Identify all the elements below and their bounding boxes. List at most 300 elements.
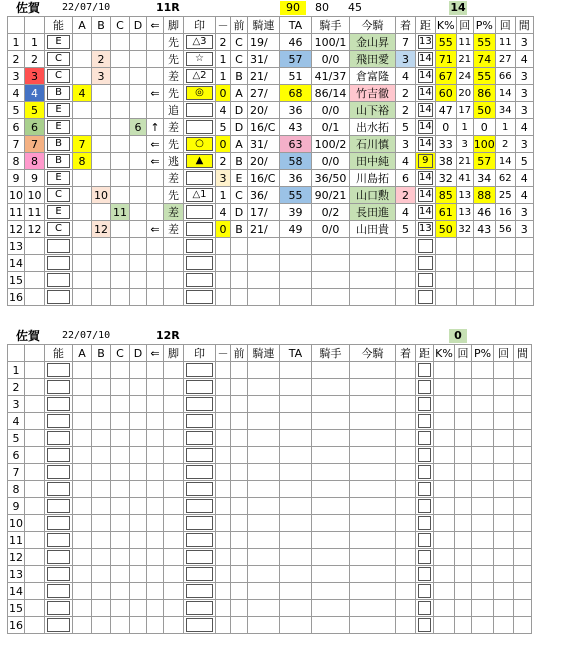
empty-cell	[350, 255, 396, 272]
empty-cell	[73, 362, 92, 379]
arrow-cell: ⇐	[147, 221, 164, 238]
empty-cell	[45, 362, 73, 379]
empty-cell	[92, 272, 111, 289]
distance-cell-box: 14	[419, 206, 432, 217]
pre-cell: A	[231, 85, 248, 102]
table-row	[8, 549, 532, 566]
empty-cell	[184, 379, 216, 396]
k-count-cell: 20	[456, 85, 473, 102]
empty-cell	[92, 413, 111, 430]
column-header: D	[130, 17, 147, 34]
empty-cell	[514, 447, 532, 464]
empty-cell	[396, 515, 416, 532]
empty-cell	[45, 515, 73, 532]
k-pct-cell: 61	[435, 204, 456, 221]
race2-table	[7, 344, 532, 634]
empty-cell	[45, 255, 73, 272]
pre-cell: A	[231, 136, 248, 153]
mark-cell-box	[186, 120, 213, 134]
empty-cell	[396, 447, 416, 464]
empty-cell	[248, 549, 280, 566]
empty-cell	[248, 379, 280, 396]
empty-cell	[164, 617, 184, 634]
empty-cell	[216, 600, 231, 617]
empty-cell	[130, 617, 147, 634]
column-header	[8, 345, 25, 362]
p-pct-cell: 86	[473, 85, 495, 102]
mark-cell	[184, 136, 216, 153]
gate-number: 10	[25, 187, 45, 204]
empty-cell	[92, 532, 111, 549]
row-number: 7	[8, 136, 25, 153]
row-number: 2	[8, 51, 25, 68]
finish-cell: 3	[396, 136, 416, 153]
empty-cell	[514, 600, 532, 617]
finish-cell: 6	[396, 170, 416, 187]
empty-cell	[164, 600, 184, 617]
d-cell	[130, 102, 147, 119]
distance-cell	[416, 119, 436, 136]
empty-cell	[231, 255, 248, 272]
table-row	[8, 102, 534, 119]
b-cell	[92, 170, 111, 187]
empty-cell	[111, 396, 130, 413]
p-count-cell: 14	[495, 153, 515, 170]
empty-box	[186, 363, 213, 377]
column-header: 印	[184, 345, 216, 362]
column-header: C	[111, 345, 130, 362]
empty-cell	[231, 464, 248, 481]
c-cell	[111, 170, 130, 187]
table-row	[8, 600, 532, 617]
b-cell	[92, 153, 111, 170]
empty-cell	[456, 238, 473, 255]
class-cell-box: B	[47, 154, 70, 168]
empty-cell	[416, 396, 434, 413]
empty-cell	[184, 583, 216, 600]
class-cell-box: E	[47, 103, 70, 117]
empty-cell	[231, 447, 248, 464]
empty-cell	[147, 272, 164, 289]
empty-cell	[396, 532, 416, 549]
gap-cell: 3	[515, 221, 533, 238]
table-row	[8, 136, 534, 153]
empty-cell	[416, 464, 434, 481]
pre-cell: B	[231, 221, 248, 238]
empty-cell	[164, 430, 184, 447]
empty-box	[47, 601, 70, 615]
dash-cell: 1	[216, 51, 231, 68]
column-header: 印	[184, 17, 216, 34]
empty-cell	[312, 600, 350, 617]
empty-cell	[416, 413, 434, 430]
empty-cell	[111, 532, 130, 549]
dash-cell: 0	[216, 136, 231, 153]
table-row	[8, 379, 532, 396]
empty-box	[47, 431, 70, 445]
empty-cell	[350, 396, 396, 413]
column-header: 脚	[164, 17, 184, 34]
empty-cell	[280, 413, 312, 430]
empty-cell	[216, 430, 231, 447]
empty-cell	[92, 600, 111, 617]
empty-cell	[164, 566, 184, 583]
empty-cell	[184, 532, 216, 549]
empty-cell	[164, 532, 184, 549]
empty-box	[47, 465, 70, 479]
empty-cell	[494, 464, 514, 481]
row-number: 12	[9, 222, 23, 236]
empty-cell	[350, 498, 396, 515]
race1-header	[0, 0, 578, 17]
empty-cell	[73, 272, 92, 289]
empty-cell	[350, 549, 396, 566]
finish-cell: 2	[396, 85, 416, 102]
empty-cell	[472, 498, 494, 515]
d-cell	[130, 221, 147, 238]
arrow-cell	[147, 51, 164, 68]
now-jockey-cell: 飛田愛	[350, 51, 396, 68]
column-header: K%	[436, 18, 455, 32]
empty-cell	[147, 379, 164, 396]
empty-box	[186, 380, 213, 394]
mark-cell-box: ☆	[186, 52, 213, 66]
empty-cell	[92, 362, 111, 379]
finish-cell: 4	[396, 204, 416, 221]
empty-cell	[147, 498, 164, 515]
empty-cell	[514, 617, 532, 634]
empty-cell	[25, 238, 45, 255]
empty-cell	[434, 379, 455, 396]
empty-cell	[280, 583, 312, 600]
table-row	[8, 119, 534, 136]
mark-cell-box	[186, 171, 213, 185]
class-cell	[45, 221, 73, 238]
empty-cell	[92, 515, 111, 532]
column-header: A	[73, 17, 92, 34]
empty-box	[186, 448, 213, 462]
p-pct-cell: 74	[473, 51, 495, 68]
empty-box	[186, 601, 213, 615]
empty-box	[47, 363, 70, 377]
empty-cell	[92, 238, 111, 255]
table-row	[8, 566, 532, 583]
k-count-cell: 11	[456, 34, 473, 51]
jockey-cell: 0/0	[312, 221, 350, 238]
empty-cell	[280, 289, 312, 306]
column-header: TA	[280, 345, 312, 362]
empty-cell	[216, 566, 231, 583]
empty-cell	[473, 255, 495, 272]
empty-cell	[434, 600, 455, 617]
empty-cell	[73, 566, 92, 583]
empty-cell	[280, 379, 312, 396]
empty-cell	[248, 238, 280, 255]
empty-cell	[216, 255, 231, 272]
empty-cell	[396, 289, 416, 306]
class-cell-box: E	[47, 171, 70, 185]
column-header: 今騎	[350, 17, 396, 34]
b-cell	[92, 34, 111, 51]
distance-cell-box: 14	[419, 53, 432, 64]
b-cell: 3	[92, 68, 111, 85]
empty-cell	[455, 532, 472, 549]
leg-cell: 差	[164, 119, 184, 136]
empty-cell	[25, 413, 45, 430]
empty-cell	[312, 447, 350, 464]
p-pct-cell: 0	[473, 119, 495, 136]
empty-cell	[416, 583, 434, 600]
empty-cell	[130, 566, 147, 583]
empty-cell	[216, 532, 231, 549]
k-pct-cell: 32	[435, 170, 456, 187]
table-row	[8, 362, 532, 379]
empty-cell	[216, 515, 231, 532]
empty-cell	[111, 498, 130, 515]
empty-cell	[312, 413, 350, 430]
empty-cell	[434, 566, 455, 583]
empty-cell	[350, 481, 396, 498]
mark-cell-box: △1	[186, 188, 213, 202]
empty-cell	[455, 396, 472, 413]
gate-number: 4	[25, 85, 45, 102]
empty-cell	[248, 566, 280, 583]
distance-cell	[416, 170, 436, 187]
row-number: 16	[9, 618, 23, 632]
empty-cell	[416, 447, 434, 464]
empty-cell	[312, 532, 350, 549]
c-cell	[111, 102, 130, 119]
k-count-cell: 13	[456, 204, 473, 221]
row-number: 9	[8, 498, 25, 515]
empty-cell	[455, 379, 472, 396]
k-count-cell: 1	[456, 119, 473, 136]
empty-cell	[130, 549, 147, 566]
mark-cell-box	[186, 103, 213, 117]
row-number: 16	[9, 290, 23, 304]
arrow-cell	[147, 170, 164, 187]
column-header: B	[92, 345, 111, 362]
empty-cell	[111, 413, 130, 430]
arrow-cell: ↑	[147, 119, 164, 136]
distance-cell	[416, 68, 436, 85]
arrow-cell: ⇐	[147, 153, 164, 170]
gap-cell: 4	[515, 170, 533, 187]
gate-number: 2	[25, 51, 45, 68]
empty-box	[186, 290, 213, 304]
empty-cell	[45, 617, 73, 634]
empty-box	[186, 618, 213, 632]
empty-box	[47, 290, 70, 304]
empty-cell	[472, 515, 494, 532]
finish-cell: 7	[396, 34, 416, 51]
empty-cell	[350, 362, 396, 379]
column-header: 回	[456, 17, 473, 34]
empty-box	[418, 290, 433, 304]
row-number: 4	[8, 413, 25, 430]
empty-cell	[45, 549, 73, 566]
empty-cell	[312, 238, 350, 255]
gate-number: 12	[25, 221, 45, 238]
empty-cell	[514, 481, 532, 498]
empty-cell	[434, 362, 455, 379]
empty-box	[418, 380, 431, 394]
column-header: TA	[280, 17, 312, 34]
empty-cell	[312, 617, 350, 634]
empty-cell	[130, 447, 147, 464]
empty-cell	[472, 396, 494, 413]
c-cell	[111, 51, 130, 68]
empty-cell	[130, 379, 147, 396]
empty-cell	[473, 289, 495, 306]
class-cell-box: C	[47, 222, 70, 236]
empty-cell	[25, 464, 45, 481]
race1-top1: 90	[280, 1, 306, 15]
empty-cell	[280, 447, 312, 464]
race1-track: 佐賀	[16, 1, 41, 15]
empty-cell	[73, 515, 92, 532]
empty-cell	[231, 583, 248, 600]
distance-cell-box: 14	[419, 104, 432, 115]
kiren-cell: 16/C	[248, 119, 280, 136]
empty-cell	[45, 413, 73, 430]
empty-cell	[92, 447, 111, 464]
empty-cell	[312, 289, 350, 306]
empty-cell	[416, 362, 434, 379]
column-header: 今騎	[350, 345, 396, 362]
empty-cell	[231, 362, 248, 379]
column-header: 能	[45, 345, 73, 362]
empty-box	[47, 499, 70, 513]
empty-box	[418, 618, 431, 632]
now-jockey-cell: 金山昇	[350, 34, 396, 51]
empty-cell	[184, 481, 216, 498]
pre-cell: C	[231, 34, 248, 51]
column-header: 回	[494, 345, 514, 362]
empty-cell	[514, 549, 532, 566]
kiren-cell: 16/C	[248, 170, 280, 187]
empty-cell	[73, 238, 92, 255]
class-cell-box: C	[47, 188, 70, 202]
empty-cell	[184, 255, 216, 272]
kiren-cell: 36/	[248, 187, 280, 204]
empty-box	[186, 533, 213, 547]
ta-cell: 55	[280, 187, 312, 204]
a-cell	[73, 187, 92, 204]
ta-cell: 49	[280, 221, 312, 238]
empty-cell	[92, 379, 111, 396]
distance-cell	[416, 187, 436, 204]
empty-cell	[416, 289, 436, 306]
empty-cell	[494, 617, 514, 634]
empty-cell	[472, 532, 494, 549]
table-row	[8, 447, 532, 464]
p-pct-cell: 50	[473, 102, 495, 119]
empty-box	[418, 465, 431, 479]
empty-box	[418, 533, 431, 547]
d-cell	[130, 204, 147, 221]
empty-cell	[248, 413, 280, 430]
row-number: 3	[8, 68, 25, 85]
b-cell: 12	[92, 221, 111, 238]
empty-cell	[216, 289, 231, 306]
empty-cell	[73, 549, 92, 566]
empty-cell	[434, 447, 455, 464]
empty-cell	[494, 481, 514, 498]
empty-cell	[514, 515, 532, 532]
table-row	[8, 413, 532, 430]
empty-box	[47, 256, 70, 270]
pre-cell: D	[231, 102, 248, 119]
a-cell: 7	[73, 136, 92, 153]
finish-cell: 5	[396, 221, 416, 238]
arrow-cell	[147, 204, 164, 221]
p-count-cell: 14	[495, 85, 515, 102]
row-number: 1	[8, 34, 25, 51]
distance-cell	[416, 102, 436, 119]
empty-cell	[92, 617, 111, 634]
arrow-cell	[147, 34, 164, 51]
dash-cell: 0	[216, 221, 231, 238]
leg-cell: 差	[164, 221, 184, 238]
distance-cell-box: 9	[418, 154, 433, 168]
empty-cell	[495, 255, 515, 272]
empty-box	[418, 601, 431, 615]
empty-cell	[25, 515, 45, 532]
row-number: 13	[9, 239, 23, 253]
empty-cell	[147, 255, 164, 272]
empty-cell	[92, 549, 111, 566]
race1-column-header	[8, 17, 534, 34]
empty-cell	[248, 464, 280, 481]
jockey-cell: 90/21	[312, 187, 350, 204]
empty-cell	[73, 617, 92, 634]
empty-cell	[312, 464, 350, 481]
mark-cell-box: ▲	[186, 154, 213, 168]
arrow-cell: ⇐	[147, 85, 164, 102]
empty-cell	[473, 238, 495, 255]
empty-cell	[164, 289, 184, 306]
empty-box	[418, 550, 431, 564]
empty-cell	[184, 430, 216, 447]
kiren-cell: 17/	[248, 204, 280, 221]
race2-number: 12R	[156, 329, 180, 342]
gate-number: 9	[25, 170, 45, 187]
row-number: 11	[9, 533, 23, 547]
empty-cell	[147, 566, 164, 583]
empty-cell	[184, 396, 216, 413]
empty-cell	[434, 583, 455, 600]
empty-cell	[231, 238, 248, 255]
c-cell	[111, 68, 130, 85]
finish-cell: 5	[396, 119, 416, 136]
column-header	[25, 345, 45, 362]
row-number: 9	[8, 170, 25, 187]
empty-cell	[45, 498, 73, 515]
empty-cell	[231, 515, 248, 532]
a-cell	[73, 68, 92, 85]
table-row	[8, 583, 532, 600]
empty-cell	[455, 464, 472, 481]
empty-box	[47, 380, 70, 394]
column-header: 着	[396, 17, 416, 34]
empty-cell	[111, 481, 130, 498]
empty-cell	[280, 430, 312, 447]
row-number: 15	[9, 601, 23, 615]
empty-cell	[434, 413, 455, 430]
column-header: 能	[45, 17, 73, 34]
empty-cell	[312, 396, 350, 413]
